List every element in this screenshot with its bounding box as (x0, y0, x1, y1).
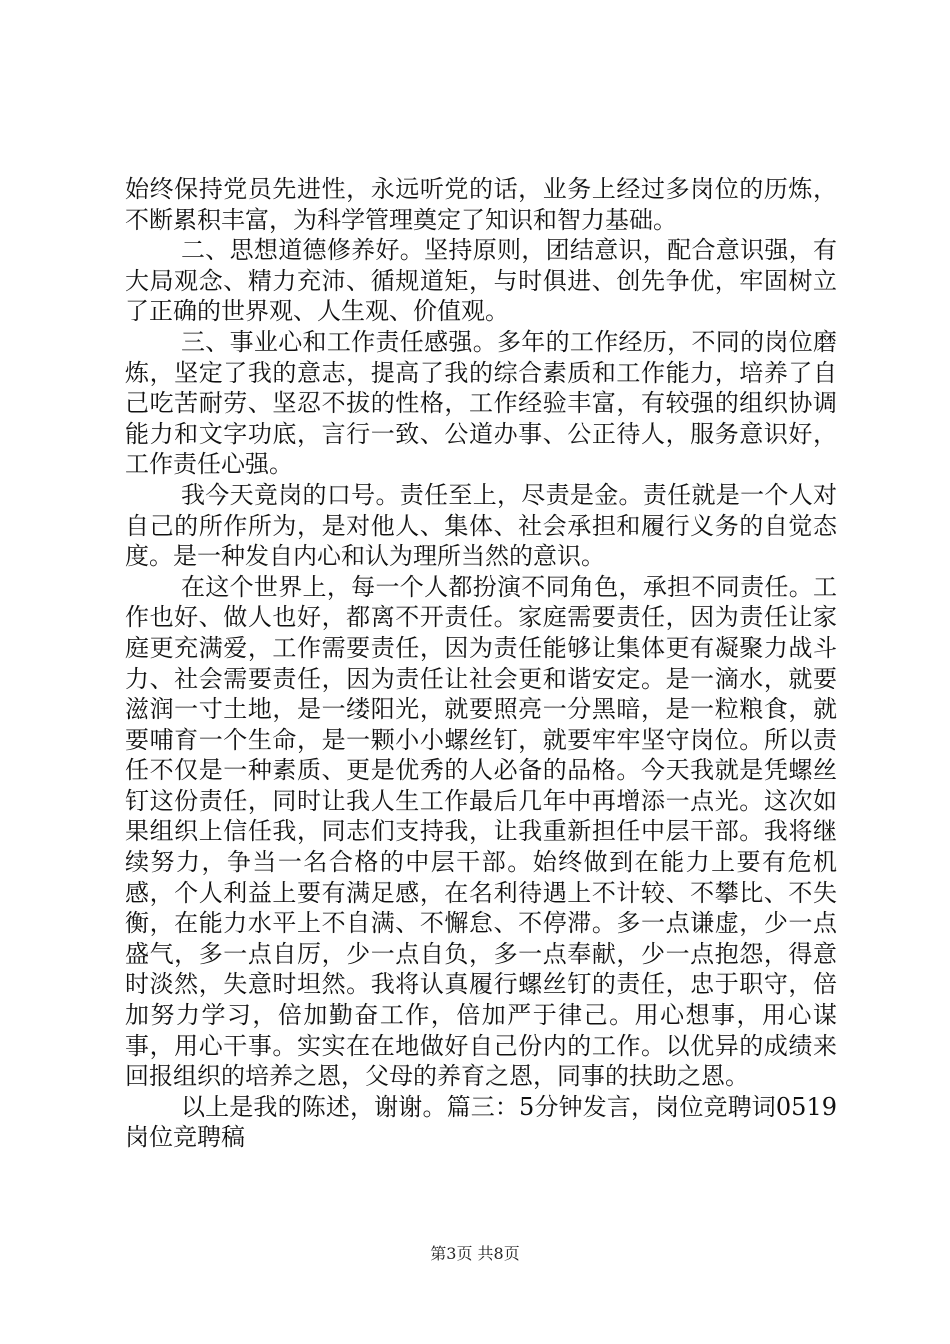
document-body (125, 174, 837, 1153)
paragraph-6: 以上是我的陈述，谢谢。篇三：5分钟发言，岗位竞聘词0519岗位竞聘稿 (125, 1092, 837, 1152)
paragraph-3: 三、事业心和工作责任感强。多年的工作经历，不同的岗位磨炼，坚定了我的意志，提高了我的综合素质和工作能力，培养了自己吃苦耐劳、坚忍不拔的性格，工作经验丰富，有较强的组织协调能力和文字功底，言行一致、公道办事、公正待人，服务意识好，工作责任心强。 (125, 327, 837, 479)
paragraph-4: 我今天竟岗的口号。责任至上，尽责是金。责任就是一个人对自己的所作所为，是对他人、集体、社会承担和履行义务的自觉态度。是一种发自内心和认为理所当然的意识。 (125, 480, 837, 571)
paragraph-2: 二、思想道德修养好。坚持原则，团结意识，配合意识强，有大局观念、精力充沛、循规道矩，与时俱进、创先争优，牢固树立了正确的世界观、人生观、价值观。 (125, 236, 837, 326)
paragraph-1: 始终保持党员先进性，永远听党的话，业务上经过多岗位的历炼，不断累积丰富，为科学管理奠定了知识和智力基础。 (125, 175, 837, 234)
paragraph-5: 在这个世界上，每一个人都扮演不同角色，承担不同责任。工作也好、做人也好，都离不开责任。家庭需要责任，因为责任让家庭更充满爱，工作需要责任，因为责任能够让集体更有凝聚力战斗力、社会需要责任，因为责任让社会更和谐安定。是一滴水，就要滋润一寸土地，是一缕阳光，就要照亮一分黑暗，是一粒粮食，就要哺育一个生命，是一颗小小螺丝钉，就要牢牢坚守岗位。所以责任不仅是一种素质、更是优秀的人必备的品格。今天我就是凭螺丝钉这份责任，同时让我人生工作最后几年中再增添一点光。这次如果组织上信任我，同志们支持我，让我重新担任中层干部。我将继续努力，争当一名合格的中层干部。始终做到在能力上要有危机感，个人利益上要有满足感，在名利待遇上不计较、不攀比、不失衡，在能力水平上不自满、不懈怠、不停滞。多一点谦虚，少一点盛气，多一点自厉，少一点自负，多一点奉献，少一点抱怨，得意时淡然，失意时坦然。我将认真履行螺丝钉的责任，忠于职守，倍加努力学习，倍加勤奋工作，倍加严于律己。用心想事，用心谋事，用心干事。实实在在地做好自己份内的工作。以优异的成绩来回报组织的培养之恩，父母的养育之恩，同事的扶助之恩。 (125, 572, 837, 1091)
page-number-footer: 第3页 共8页 (430, 1244, 520, 1263)
